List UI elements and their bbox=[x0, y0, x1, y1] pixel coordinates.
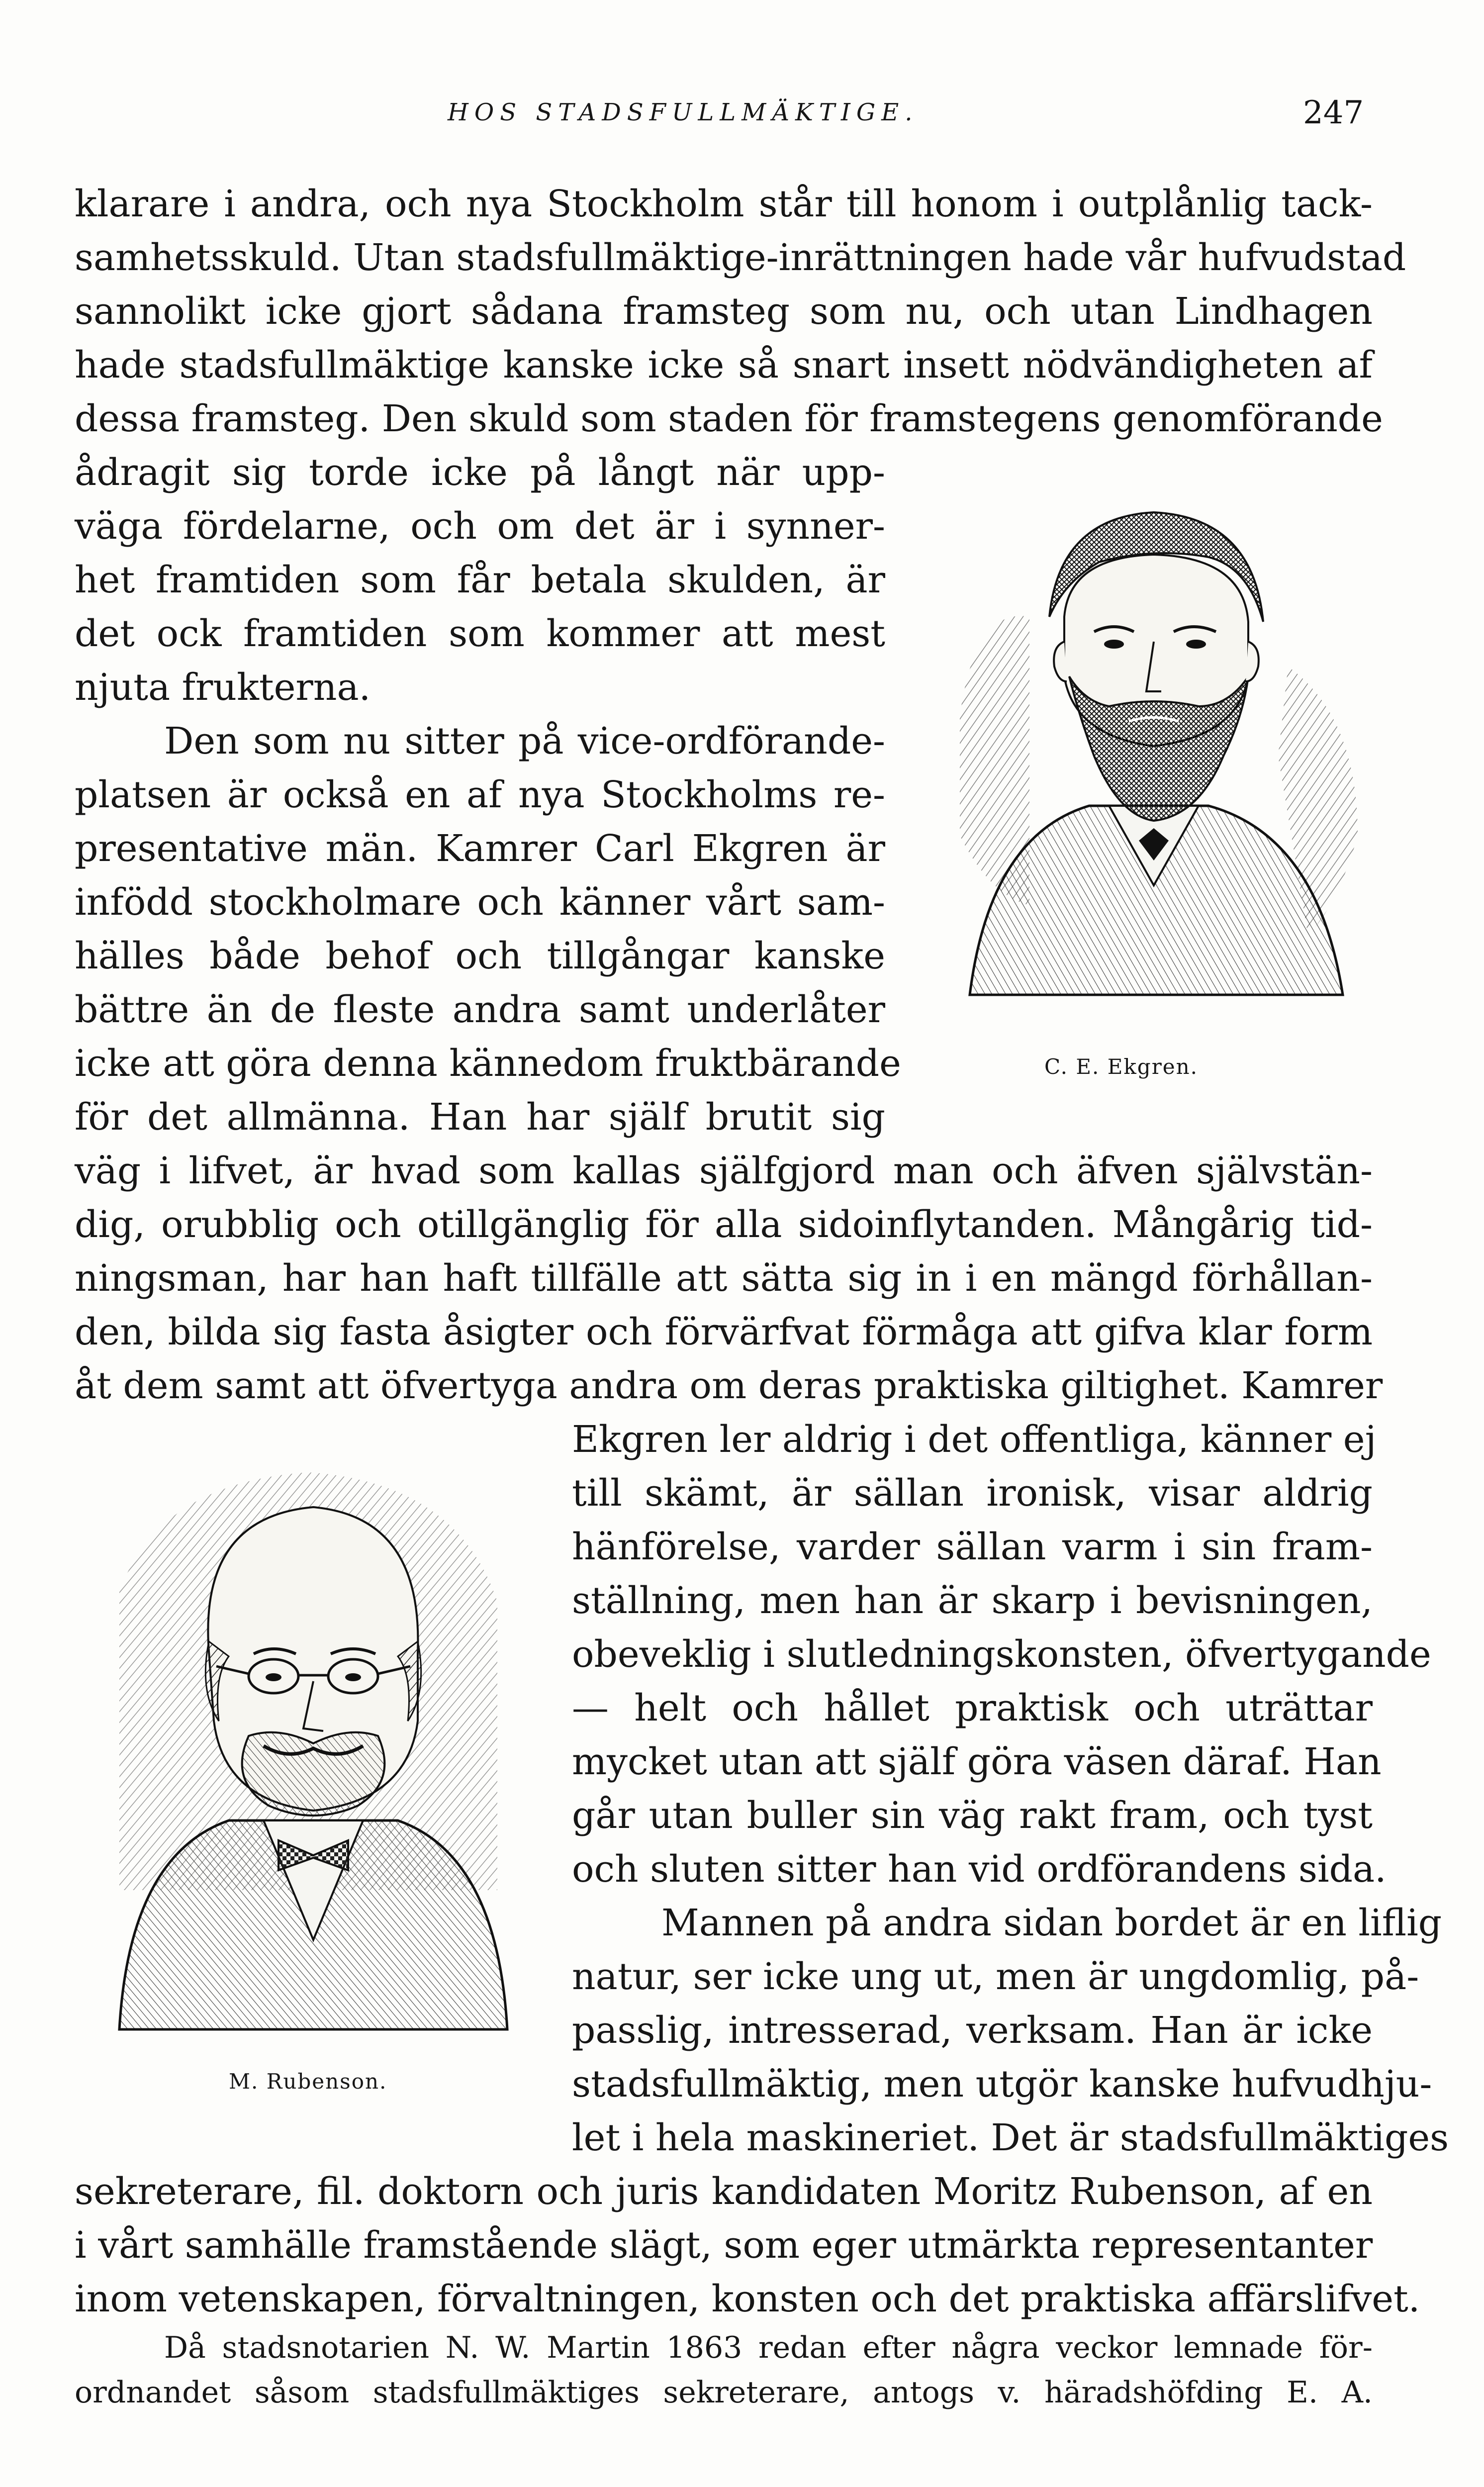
body-line: sannolikt icke gjort sådana framsteg som nu, och utan Lindhagen bbox=[75, 290, 1373, 333]
body-line: inom vetenskapen, förvaltningen, konsten och det praktiska affärslifvet. bbox=[75, 2278, 1420, 2320]
ekgren-caption: C. E. Ekgren. bbox=[1044, 1054, 1199, 1079]
body-line: presentative män. Kamrer Carl Ekgren är bbox=[75, 827, 885, 870]
body-line: hälles både behof och tillgångar kanske bbox=[75, 935, 885, 977]
body-line: och sluten sitter han vid ordförandens sida. bbox=[572, 1848, 1387, 1891]
body-line: let i hela maskineriet. Det är stadsfullmäktiges bbox=[572, 2116, 1449, 2159]
body-line: — helt och hållet praktisk och uträttar bbox=[572, 1687, 1373, 1729]
rubenson-caption: M. Rubenson. bbox=[229, 2069, 387, 2094]
body-line: Ekgren ler aldrig i det offentliga, känner ej bbox=[572, 1418, 1377, 1461]
body-line: dig, orubblig och otillgänglig för alla sidoinflytanden. Mångårig tid- bbox=[75, 1203, 1373, 1246]
ekgren-portrait bbox=[930, 458, 1378, 1030]
body-line: mycket utan att själf göra väsen däraf. Han bbox=[572, 1740, 1382, 1783]
footnote-line: Då stadsnotarien N. W. Martin 1863 redan efter några veckor lemnade för- bbox=[164, 2330, 1373, 2365]
body-line: samhetsskuld. Utan stadsfullmäktige-inrättningen hade vår hufvudstad bbox=[75, 236, 1406, 279]
body-line: platsen är också en af nya Stockholms re- bbox=[75, 773, 885, 816]
body-line: natur, ser icke ung ut, men är ungdomlig, på- bbox=[572, 1955, 1419, 1998]
body-line: obeveklig i slutledningskonsten, öfvertygande bbox=[572, 1633, 1431, 1676]
body-line: ningsman, har han haft tillfälle att sätta sig in i en mängd förhållan- bbox=[75, 1257, 1373, 1300]
body-line: stadsfullmäktig, men utgör kanske hufvudhju- bbox=[572, 2063, 1432, 2105]
body-line: dessa framsteg. Den skuld som staden för framstegens genomförande bbox=[75, 397, 1383, 440]
body-line: njuta frukterna. bbox=[75, 666, 371, 709]
body-line: Den som nu sitter på vice-ordförande- bbox=[164, 720, 885, 763]
body-line: bättre än de fleste andra samt underlåter bbox=[75, 988, 885, 1031]
body-line: väg i lifvet, är hvad som kallas själfgjord man och äfven självstän- bbox=[75, 1149, 1373, 1192]
body-line: passlig, intresserad, verksam. Han är icke bbox=[572, 2009, 1373, 2052]
page-number: 247 bbox=[1303, 95, 1364, 131]
body-line: Mannen på andra sidan bordet är en liflig bbox=[661, 1902, 1442, 1944]
body-line: för det allmänna. Han har själf brutit sig bbox=[75, 1096, 885, 1139]
running-title: HOS STADSFULLMÄKTIGE. bbox=[448, 98, 919, 126]
body-line: till skämt, är sällan ironisk, visar aldrig bbox=[572, 1472, 1373, 1515]
body-line: ställning, men han är skarp i bevisningen, bbox=[572, 1579, 1373, 1622]
body-line: hänförelse, varder sällan varm i sin fram- bbox=[572, 1526, 1373, 1568]
body-line: åt dem samt att öfvertyga andra om deras praktiska giltighet. Kamrer bbox=[75, 1364, 1383, 1407]
body-line: klarare i andra, och nya Stockholm står till honom i outplånlig tack- bbox=[75, 183, 1373, 225]
body-line: sekreterare, fil. doktorn och juris kandidaten Moritz Rubenson, af en bbox=[75, 2170, 1373, 2213]
body-line: väga fördelarne, och om det är i synner- bbox=[75, 505, 885, 548]
body-line: ådragit sig torde icke på långt när upp- bbox=[75, 451, 885, 494]
body-line: den, bilda sig fasta åsigter och förvärfvat förmåga att gifva klar form bbox=[75, 1311, 1373, 1353]
body-line: går utan buller sin väg rakt fram, och tyst bbox=[572, 1794, 1373, 1837]
footnote-line: ordnandet såsom stadsfullmäktiges sekreterare, antogs v. häradshöfding E. A. bbox=[75, 2375, 1373, 2410]
body-line: det ock framtiden som kommer att mest bbox=[75, 612, 885, 655]
rubenson-portrait bbox=[99, 1442, 532, 2039]
body-line: i vårt samhälle framstående slägt, som eger utmärkta representanter bbox=[75, 2224, 1373, 2267]
body-line: hade stadsfullmäktige kanske icke så snart insett nödvändigheten af bbox=[75, 344, 1373, 386]
body-line: het framtiden som får betala skulden, är bbox=[75, 559, 885, 601]
body-line: icke att göra denna kännedom fruktbärande bbox=[75, 1042, 901, 1085]
body-line: infödd stockholmare och känner vårt sam- bbox=[75, 881, 885, 924]
